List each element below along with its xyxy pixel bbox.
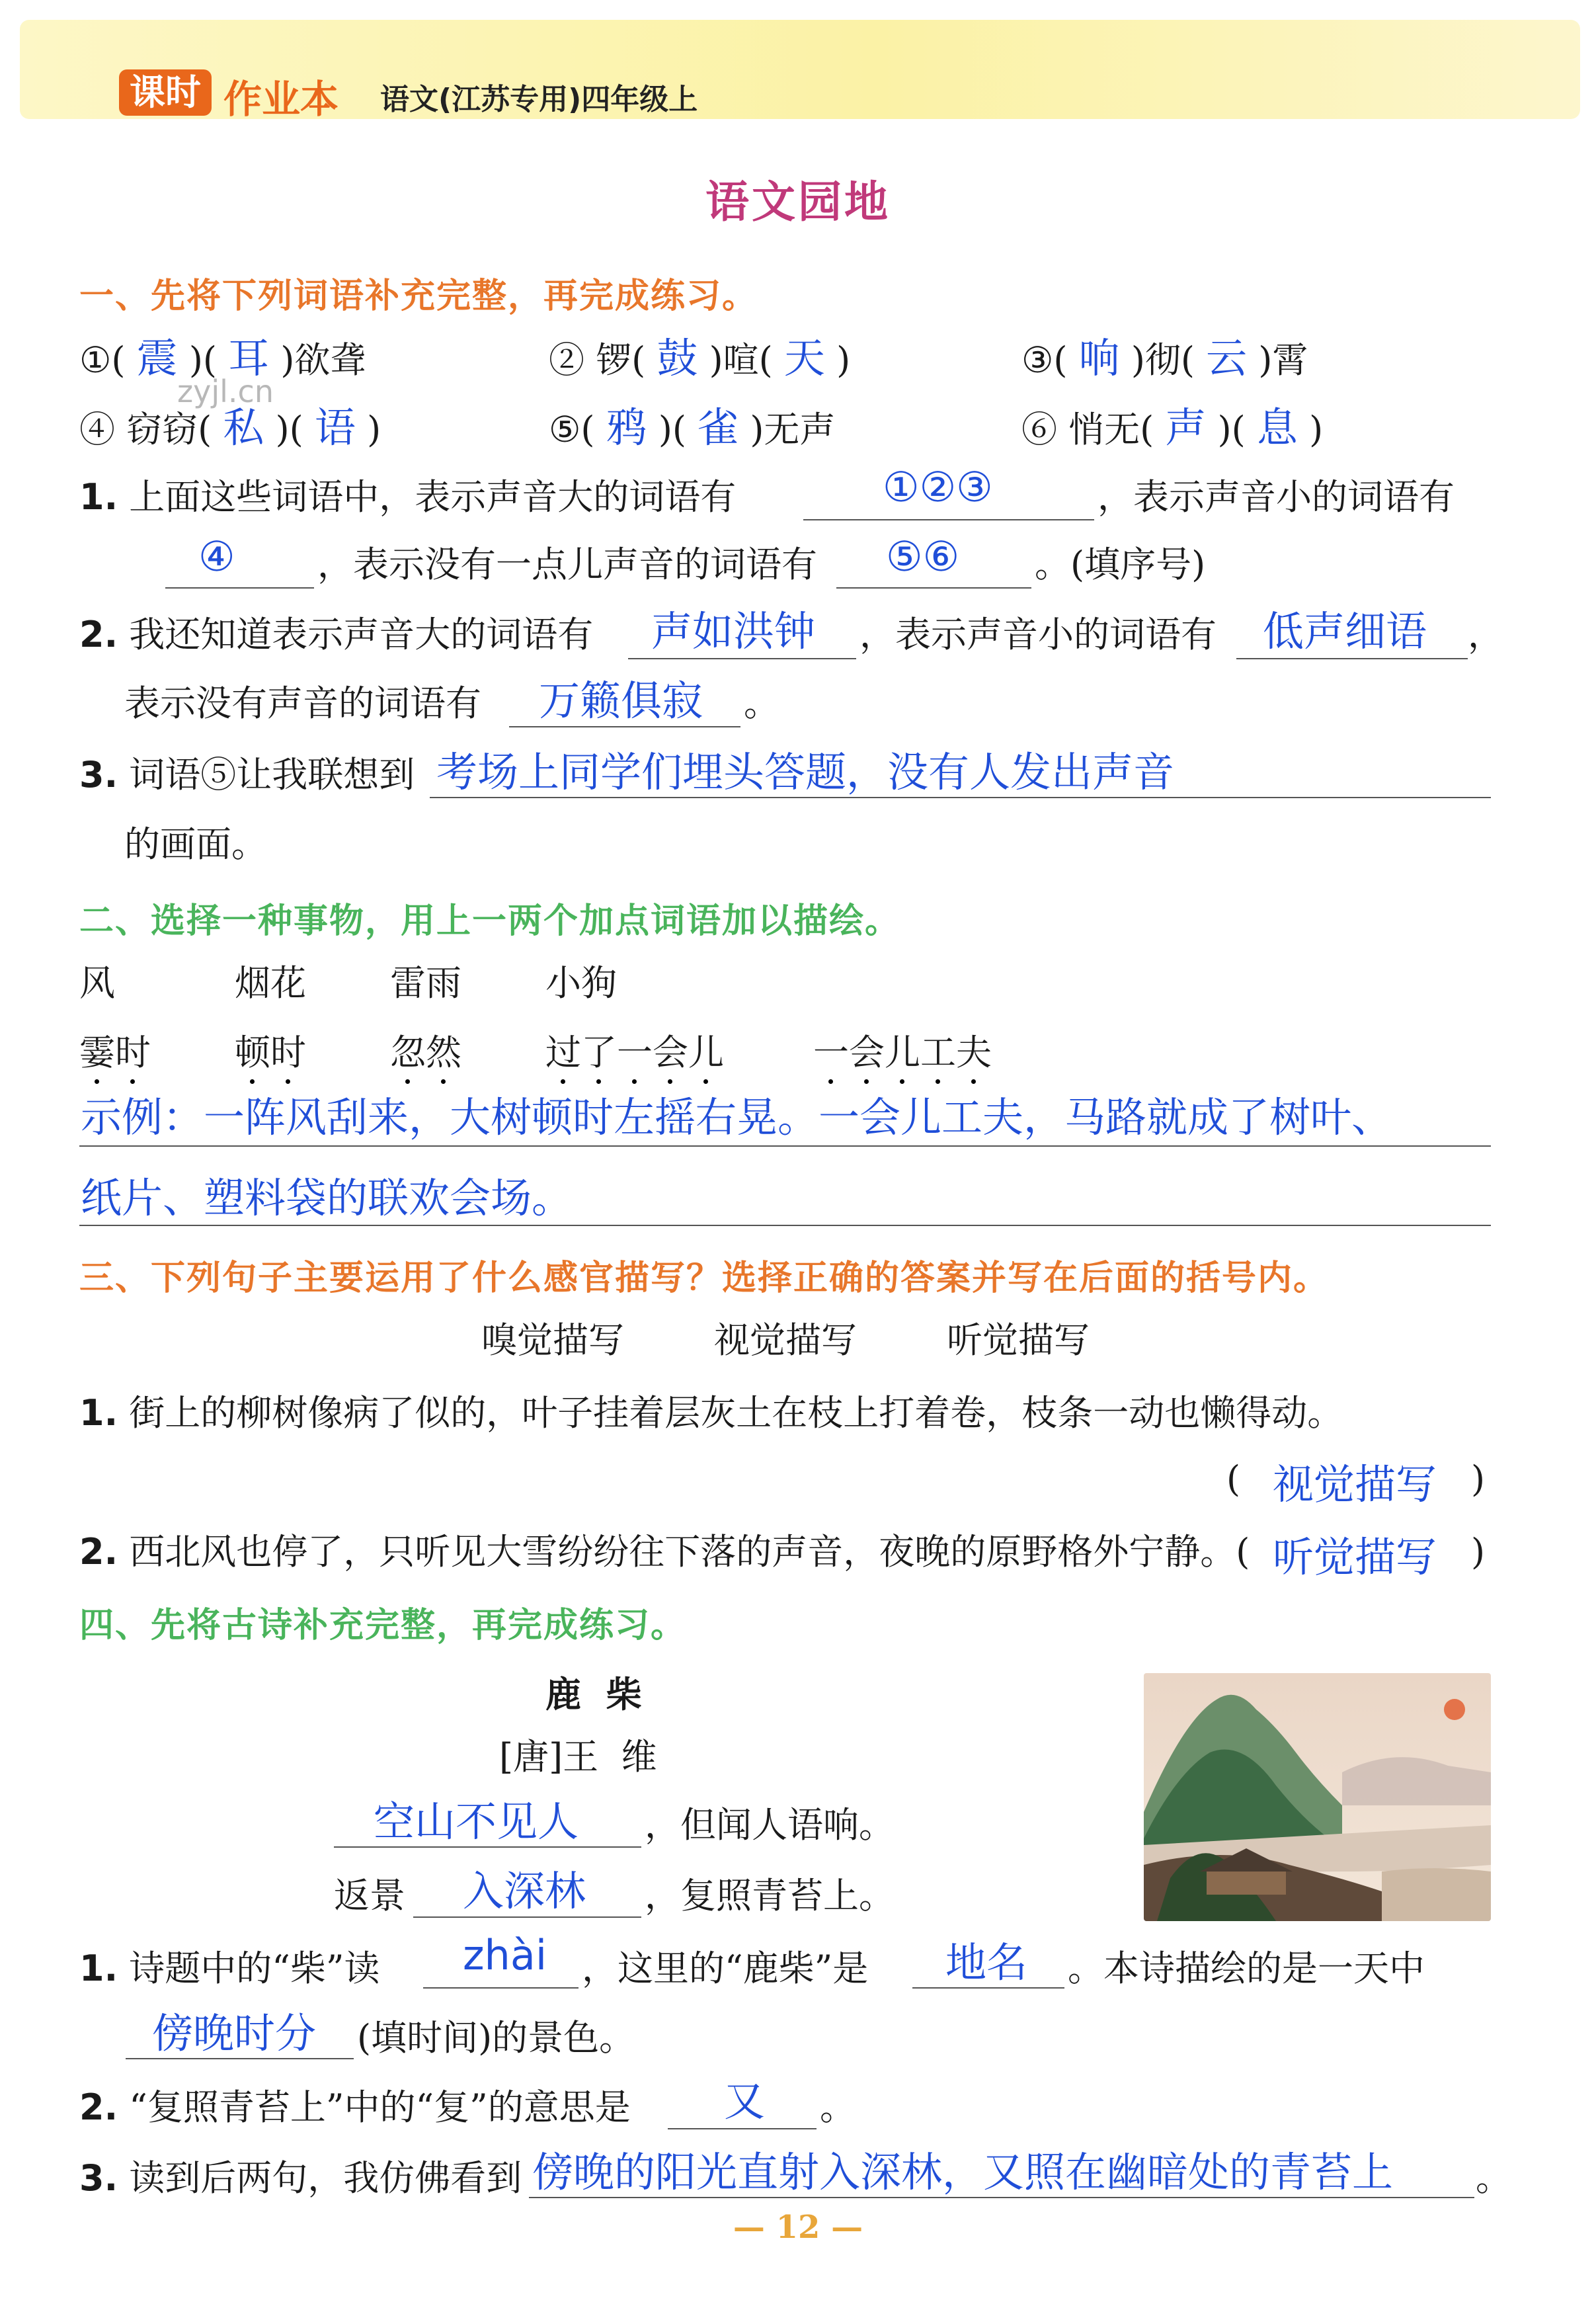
s1-q2-answer-b: 低声细语 — [1263, 607, 1427, 655]
dotted-word-5: 一会儿工夫 — [813, 1032, 992, 1073]
s4-q2-text-b: 。 — [820, 2086, 856, 2128]
landscape-illustration — [1144, 1673, 1491, 1921]
emphasis-dot — [596, 1079, 601, 1084]
idiom-5: ⑤( 鸦 )( 雀 )无声 — [549, 403, 836, 452]
emphasis-dot — [286, 1079, 290, 1084]
idiom-3: ③( 响 )彻( 云 )霄 — [1021, 334, 1308, 382]
s1-q1-answer-a: ①②③ — [883, 463, 993, 511]
emphasis-dot — [864, 1079, 869, 1084]
emphasis-dot — [250, 1079, 255, 1084]
s1-q2-text-d: 表示没有声音的词语有 — [124, 682, 481, 724]
s1-q2-text-e: 。 — [744, 682, 779, 724]
s4-q3-answer: 傍晚的阳光直射入深林，又照在幽暗处的青苔上 — [532, 2148, 1394, 2196]
s4-q1-answer-c: 傍晚时分 — [152, 2009, 317, 2057]
s1-q3-answer: 考场上同学们埋头答题，没有人发出声音 — [436, 748, 1175, 796]
option-sight: 视觉描写 — [714, 1319, 857, 1361]
s4-q1-answer-a: zhài — [463, 1931, 547, 1979]
answer-blank — [423, 1987, 579, 1989]
s4-q1-line1: 1. 诗题中的“柴”读 — [79, 1948, 380, 1989]
poem-line1-text: ，但闻人语响。 — [645, 1804, 895, 1846]
s1-q2-text-b: ，表示声音小的词语有 — [859, 614, 1217, 655]
idiom-2: ② 锣( 鼓 )喧( 天 ) — [549, 334, 851, 382]
section4-heading: 四、先将古诗补充完整，再完成练习。 — [79, 1606, 687, 1645]
emphasis-dot — [441, 1079, 446, 1084]
s2-answer-line2: 纸片、塑料袋的联欢会场。 — [81, 1174, 573, 1222]
section1-heading: 一、先将下列词语补充完整，再完成练习。 — [79, 276, 758, 316]
section3-heading: 三、下列句子主要运用了什么感官描写？选择正确的答案并写在后面的括号内。 — [79, 1258, 1330, 1298]
emphasis-dot — [668, 1079, 672, 1084]
answer-blank — [165, 587, 314, 589]
s1-q2-answer-a: 声如洪钟 — [651, 607, 816, 655]
s4-q1-text-c: 。本诗描绘的是一天中 — [1068, 1948, 1425, 1989]
thing-3: 雷雨 — [390, 962, 461, 1004]
book-subject: 语文(江苏专用)四年级上 — [380, 83, 698, 116]
s3-q1-close-paren: ) — [1471, 1458, 1486, 1500]
series-logo: 课时 — [119, 69, 212, 116]
page-title: 语文园地 — [705, 177, 891, 227]
page-number: — 12 — — [733, 2209, 863, 2246]
s1-q1-text-c: ，表示没有一点儿声音的词语有 — [317, 544, 817, 585]
thing-2: 烟花 — [235, 962, 306, 1004]
option-smell: 嗅觉描写 — [481, 1319, 624, 1361]
answer-blank — [79, 1145, 1491, 1147]
s3-q2-close-paren: ) — [1471, 1531, 1486, 1573]
poem-title: 鹿 柴 — [545, 1673, 642, 1715]
s4-q2-answer: 又 — [724, 2077, 766, 2125]
emphasis-dot — [703, 1079, 708, 1084]
s1-q1-answer-c: ⑤⑥ — [886, 532, 960, 581]
s4-q1-text-b: ，这里的“鹿柴”是 — [582, 1948, 869, 1989]
dotted-word-4: 过了一会儿 — [545, 1032, 724, 1073]
emphasis-dot — [632, 1079, 637, 1084]
section2-heading: 二、选择一种事物，用上一两个加点词语加以描绘。 — [79, 901, 901, 941]
watermark: zyjl.cn — [177, 374, 274, 409]
s2-answer-line1: 示例：一阵风刮来，大树顿时左摇右晃。一会儿工夫，马路就成了树叶、 — [81, 1093, 1393, 1141]
poem-line2-answer: 入深林 — [463, 1867, 586, 1915]
s3-q1-answer: 视觉描写 — [1273, 1460, 1437, 1508]
s1-q1-text-b: ，表示声音小的词语有 — [1097, 476, 1455, 518]
poem-line2-prefix: 返景 — [334, 1875, 405, 1916]
s1-q2-answer-c: 万籁俱寂 — [539, 677, 703, 725]
emphasis-dot — [561, 1079, 565, 1084]
emphasis-dot — [936, 1079, 940, 1084]
s1-q1-answer-b: ④ — [198, 532, 235, 581]
s4-q1-text-d: (填时间)的景色。 — [357, 2017, 635, 2059]
s1-q1-line1: 1. 上面这些词语中，表示声音大的词语有 — [79, 476, 737, 518]
answer-blank — [79, 1225, 1491, 1226]
poem-author: [唐]王 维 — [499, 1736, 657, 1778]
dotted-word-3: 忽然 — [390, 1032, 461, 1073]
s3-q1: 1. 街上的柳树像病了似的，叶子挂着层灰土在枝上打着卷，枝条一动也懒得动。 — [79, 1392, 1343, 1434]
answer-blank — [836, 587, 1031, 589]
s1-q2-line1: 2. 我还知道表示声音大的词语有 — [79, 614, 594, 655]
s4-q2-line: 2. “复照青苔上”中的“复”的意思是 — [79, 2086, 631, 2128]
emphasis-dot — [405, 1079, 410, 1084]
s3-q2: 2. 西北风也停了，只听见大雪纷纷往下落的声音，夜晚的原野格外宁静。( — [79, 1531, 1250, 1573]
s3-q2-answer: 听觉描写 — [1273, 1533, 1437, 1581]
s4-q3-text-b: 。 — [1476, 2157, 1511, 2199]
option-hearing: 听觉描写 — [947, 1319, 1090, 1361]
emphasis-dot — [828, 1079, 833, 1084]
answer-blank — [668, 2128, 817, 2129]
emphasis-dot — [95, 1079, 99, 1084]
s4-q3-line: 3. 读到后两句，我仿佛看到 — [79, 2157, 522, 2199]
emphasis-dot — [130, 1079, 135, 1084]
poem-line1-answer: 空山不见人 — [374, 1797, 579, 1846]
answer-blank — [1236, 658, 1468, 659]
answer-blank — [628, 658, 856, 659]
dotted-word-1: 霎时 — [79, 1032, 151, 1073]
dotted-word-2: 顿时 — [235, 1032, 306, 1073]
idiom-1: ①( 震 )( 耳 )欲聋 — [79, 334, 366, 382]
s1-q3-text-b: 的画面。 — [124, 823, 267, 865]
s4-q1-answer-b: 地名 — [945, 1938, 1028, 1987]
s1-q3-line1: 3. 词语⑤让我联想到 — [79, 754, 415, 796]
idiom-4: ④ 窃窃( 私 )( 语 ) — [79, 403, 381, 452]
s1-q1-text-d: 。(填序号) — [1035, 544, 1206, 585]
idiom-6: ⑥ 悄无( 声 )( 息 ) — [1021, 403, 1324, 452]
emphasis-dot — [900, 1079, 904, 1084]
s3-q1-open-paren: ( — [1226, 1458, 1241, 1500]
emphasis-dot — [971, 1079, 976, 1084]
series-name: 作业本 — [223, 77, 339, 122]
s1-q2-text-c: ， — [1468, 614, 1503, 655]
thing-4: 小狗 — [545, 962, 617, 1004]
answer-blank — [803, 519, 1094, 520]
poem-line2-text: ，复照青苔上。 — [645, 1875, 895, 1916]
thing-1: 风 — [79, 962, 115, 1004]
